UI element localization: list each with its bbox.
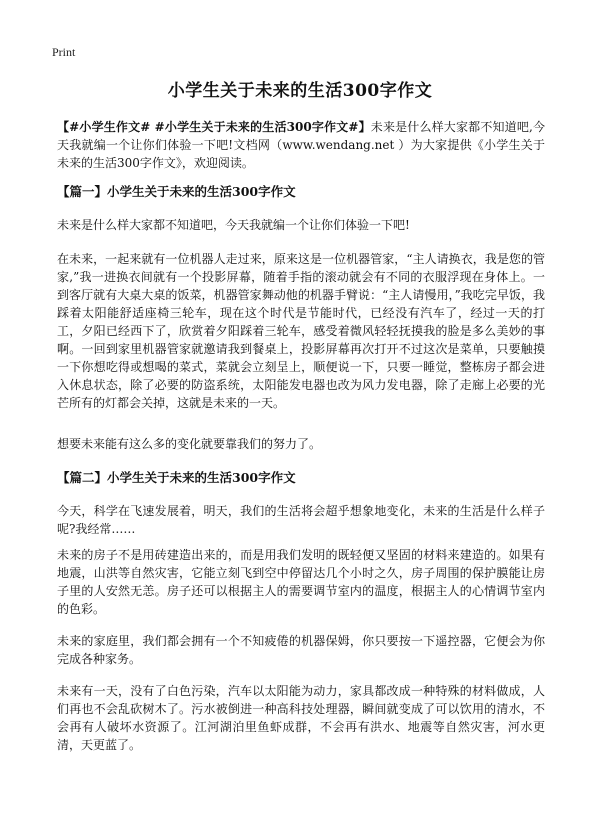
section-2-paragraph-2: 未来的房子不是用砖建造出来的，而是用我们发明的既轻便又坚固的材料来建造的。如果有地震，山洪等自然灾害，它能立刻飞到空中停留达几个小时之久，房子周围的保护膜能让房子里的人安然无恙。房子还可以根据主人的需要调节室内的温度，根据主人的心情调节室内的色彩。	[57, 548, 545, 616]
section-1-paragraph-2: 在未来，一起来就有一位机器人走过来，原来这是一位机器管家，“主人请换衣，我是您的管家,”我一进换衣间就有一个投影屏幕，随着手指的滚动就会有不同的衣服浮现在身体上。一到客厅就有大桌大桌的饭菜，机器管家舞动他的机器手臂说：“主人请慢用，”我吃完早饭，我踩着太阳能舒适座椅三轮车，现在这个时代是节能时代，已经没有汽车了，经过一天的打工，夕阳已经西下了，欣赏着夕阳踩着三轮车，感受着微风轻轻抚摸我的脸是多么美妙的事啊。一回到家里机器管家就邀请我到餐桌上，投影屏幕再次打开不过这次是菜单，只要触摸一下你想吃得或想喝的菜式，菜就会立刻呈上，顺便说一下，只要一睡觉，整栋房子都会进入休息状态，除了必要的防盗系统，太阳能发电器也改为风力发电器，除了走廊上必要的光芒所有的灯都会关掉，这就是未来的一天。	[57, 252, 545, 410]
intro-tag: 【#小学生作文# #小学生关于未来的生活300字作文#】	[57, 120, 371, 134]
section-heading-2: 【篇二】小学生关于未来的生活300字作文	[57, 470, 296, 485]
intro-paragraph	[57, 118, 545, 172]
section-2-paragraph-3: 未来的家庭里，我们都会拥有一个不知疲倦的机器保姆，你只要按一下遥控器，它便会为你完成各种家务。	[57, 634, 545, 666]
section-heading-1: 【篇一】小学生关于未来的生活300字作文	[57, 184, 296, 199]
page-title: 小学生关于未来的生活300字作文	[167, 81, 433, 101]
intro-text: 未来是什么样大家都不知道吧,今天我就编一个让你们体验一下吧!文档网（www.wendang.net ）为大家提供《小学生关于未来的生活300字作文》，欢迎阅读。	[57, 120, 545, 170]
section-2-paragraph-4: 未来有一天，没有了白色污染，汽车以太阳能为动力，家具都改成一种特殊的材料做成，人们再也不会乱砍树木了。污水被倒进一种高科技处理器，瞬间就变成了可以饮用的清水，不会再有人破坏水资源了。江河湖泊里鱼虾成群，不会再有洪水、地震等自然灾害，河水更清，天更蓝了。	[57, 684, 545, 752]
section-1-paragraph-1: 未来是什么样大家都不知道吧，今天我就编一个让你们体验一下吧!	[57, 218, 410, 232]
print-label: Print	[52, 45, 76, 59]
section-2-paragraph-1: 今天，科学在飞速发展着，明天，我们的生活将会超乎想象地变化，未来的生活是什么样子呢?我经常……	[57, 504, 545, 536]
section-1-paragraph-3: 想要未来能有这么多的变化就要靠我们的努力了。	[57, 437, 322, 451]
